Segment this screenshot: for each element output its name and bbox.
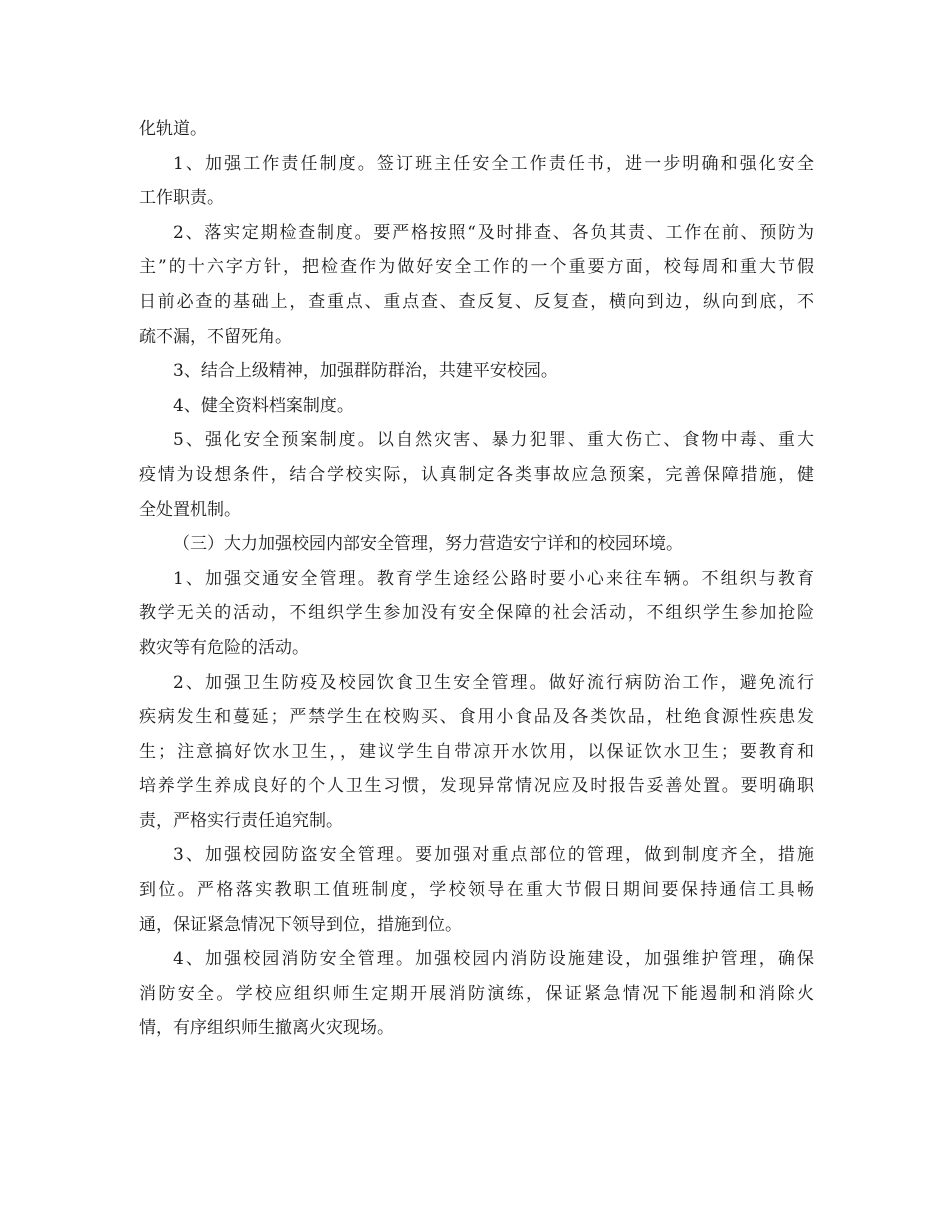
paragraph xyxy=(139,112,814,147)
paragraph-line: （三）大力加强校园内部安全管理，努力营造安宁详和的校园环境。 xyxy=(173,534,683,555)
paragraph xyxy=(139,838,814,942)
paragraph xyxy=(139,147,814,216)
paragraph xyxy=(139,389,814,424)
paragraph-line: 全处置机制。 xyxy=(139,499,241,520)
paragraph-line: 5、强化安全预案制度。以自然灾害、暴力犯罪、重大伤亡、食物中毒、重大 xyxy=(173,430,814,451)
paragraph-line: 责，严格实行责任追究制。 xyxy=(139,810,343,831)
paragraph-line: 情，有序组织师生撤离火灾现场。 xyxy=(139,1018,394,1039)
paragraph-line: 1、加强工作责任制度。签订班主任安全工作责任书，进一步明确和强化安全 xyxy=(173,153,814,174)
paragraph-line: 教学无关的活动，不组织学生参加没有安全保障的社会活动，不组织学生参加抢险 xyxy=(139,603,814,624)
paragraph-line: 培养学生养成良好的个人卫生习惯，发现异常情况应及时报告妥善处置。要明确职 xyxy=(139,776,814,797)
paragraph xyxy=(139,354,814,389)
paragraph-line: 3、结合上级精神，加强群防群治，共建平安校园。 xyxy=(173,361,558,382)
paragraph-line: 通，保证紧急情况下领导到位，措施到位。 xyxy=(139,914,462,935)
paragraph-line: 到位。严格落实教职工值班制度，学校领导在重大节假日期间要保持通信工具畅 xyxy=(139,880,814,901)
paragraph-line: 4、加强校园消防安全管理。加强校园内消防设施建设，加强维护管理，确保 xyxy=(173,949,814,970)
paragraph-line: 日前必查的基础上，查重点、重点查、查反复、反复查，横向到边，纵向到底，不 xyxy=(139,291,814,312)
paragraph-line: 消防安全。学校应组织师生定期开展消防演练，保证紧急情况下能遏制和消除火 xyxy=(139,983,814,1004)
paragraph xyxy=(139,527,814,562)
paragraph-line: 救灾等有危险的活动。 xyxy=(139,637,309,658)
document-body xyxy=(139,112,814,1046)
paragraph-line: 工作职责。 xyxy=(139,188,224,209)
paragraph-line: 化轨道。 xyxy=(139,119,207,139)
paragraph-line: 4、健全资料档案制度。 xyxy=(173,395,354,416)
paragraph-line: 疫情为设想条件，结合学校实际，认真制定各类事故应急预案，完善保障措施，健 xyxy=(139,464,814,485)
paragraph-line: 疾病发生和蔓延；严禁学生在校购买、食用小食品及各类饮品，杜绝食源性疾患发 xyxy=(139,707,814,728)
paragraph-line: 疏不漏，不留死角。 xyxy=(139,326,292,347)
paragraph-line: 生；注意搞好饮水卫生，，建议学生自带凉开水饮用，以保证饮水卫生；要教育和 xyxy=(139,741,814,762)
paragraph-line: 主”的十六字方针，把检查作为做好安全工作的一个重要方面，校每周和重大节假 xyxy=(139,257,814,278)
paragraph xyxy=(139,216,814,354)
paragraph-line: 2、落实定期检查制度。要严格按照“及时排查、各负其责、工作在前、预防为 xyxy=(173,222,814,243)
paragraph xyxy=(139,942,814,1046)
paragraph xyxy=(139,666,814,839)
paragraph-line: 3、加强校园防盗安全管理。要加强对重点部位的管理，做到制度齐全，措施 xyxy=(173,845,814,866)
paragraph xyxy=(139,423,814,527)
paragraph-line: 2、加强卫生防疫及校园饮食卫生安全管理。做好流行病防治工作，避免流行 xyxy=(173,672,814,693)
paragraph xyxy=(139,562,814,666)
paragraph-line: 1、加强交通安全管理。教育学生途经公路时要小心来往车辆。不组织与教育 xyxy=(173,568,814,589)
